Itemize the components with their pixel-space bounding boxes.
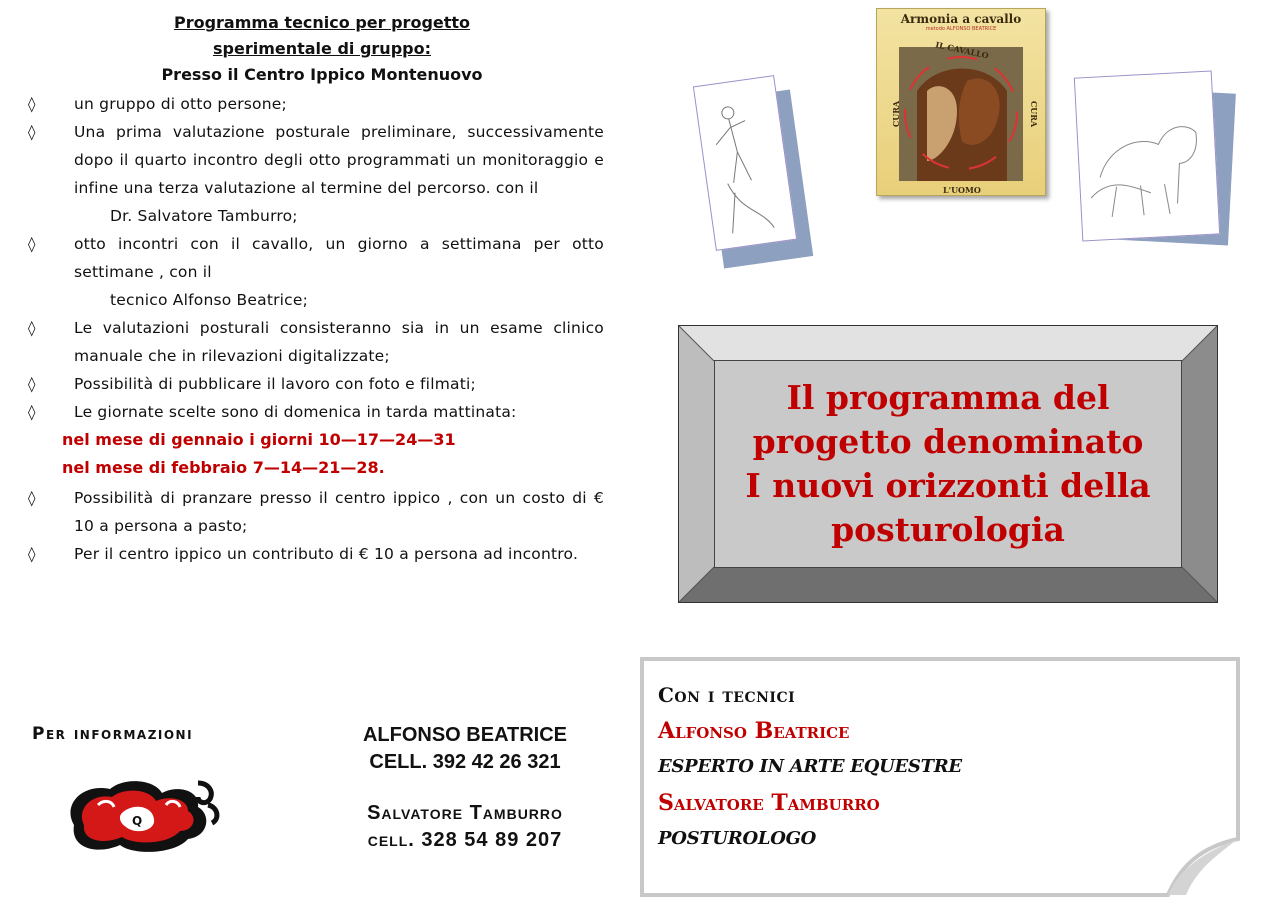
list-item: ◊ un gruppo di otto persone; [28,90,604,118]
diamond-bullet-icon: ◊ [28,403,36,421]
book-label-top: IL CAVALLO [934,39,990,61]
technician-role-1: ESPERTO IN ARTE EQUESTRE [658,756,962,777]
list-item: ◊ Possibilità di pubblicare il lavoro con foto e filmati; [28,370,604,398]
diamond-bullet-icon: ◊ [28,123,36,141]
diamond-bullet-icon: ◊ [28,319,36,337]
technician-role-2: POSTUROLOGO [658,828,817,849]
program-column [28,10,604,568]
book-label-right: CURA [1029,100,1040,128]
list-item: ◊ otto incontri con il cavallo, un giorno a settimana per otto settimane , con il tecnico Alfonso Beatrice; [28,230,604,314]
program-header [28,10,604,88]
program-title [714,360,1182,568]
svg-text:Q: Q [132,814,143,828]
horse-sketch-image [1074,71,1220,242]
dates-february: nel mese di febbraio 7—14—21—28. [62,458,385,477]
header-line-3: Presso il Centro Ippico Montenuovo [161,65,483,84]
contact-name-2: Salvatore Tamburro [367,802,563,824]
program-bullet-list-2 [28,484,604,568]
program-title-line-1: Il programma del [786,378,1110,417]
technicians-list [658,677,962,857]
list-item: ◊ Le valutazioni posturali consisteranno sia in un esame clinico manuale che in rilevazioni digitalizzate; [28,314,604,370]
diamond-bullet-icon: ◊ [28,375,36,393]
book-author: metodo ALFONSO BEATRICE [925,26,997,32]
program-title-line-4: posturologia [831,510,1065,549]
program-title-line-3: I nuovi orizzonti della [745,466,1151,505]
contact-phone-1: CELL. 392 42 26 321 [369,751,561,773]
contact-name-1: ALFONSO BEATRICE [362,724,568,746]
list-item: ◊ Possibilità di pranzare presso il centro ippico , con un costo di € 10 a persona a pasto; [28,484,604,540]
contacts-block [330,722,600,854]
info-label: Per informazioni [32,724,194,744]
technicians-heading: Con i tecnici [658,683,796,707]
diamond-bullet-icon: ◊ [28,545,36,563]
book-title: Armonia a cavallo [900,12,1022,26]
diamond-bullet-icon: ◊ [28,235,36,253]
list-item: ◊ Una prima valutazione posturale preliminare, successivamente dopo il quarto incontro degli otto programmati un monitoraggio e infine una terza valutazione al termine del percorso. con il Dr. Salvatore Tamburro; [28,118,604,230]
list-item: ◊ Le giornate scelte sono di domenica in tarda mattinata: [28,398,604,426]
technician-name-1: Alfonso Beatrice [658,718,850,744]
book-label-left: CURA [891,100,902,128]
header-line-1: Programma tecnico per progetto [173,13,471,32]
program-title-line-2: progetto denominato [752,422,1144,461]
header-line-2: sperimentale di gruppo: [212,39,431,58]
technician-name-2: Salvatore Tamburro [658,790,880,816]
contact-phone-2: cell. 328 54 89 207 [367,829,563,851]
center-logo [62,775,230,857]
diamond-bullet-icon: ◊ [28,95,36,113]
list-item: ◊ Per il centro ippico un contributo di € 10 a persona ad incontro. [28,540,604,568]
diamond-bullet-icon: ◊ [28,489,36,507]
book-cover-image [876,8,1046,196]
program-bullet-list [28,90,604,426]
book-label-bottom: L'UOMO [943,185,981,195]
dates-january: nel mese di gennaio i giorni 10—17—24—31 [62,430,456,449]
